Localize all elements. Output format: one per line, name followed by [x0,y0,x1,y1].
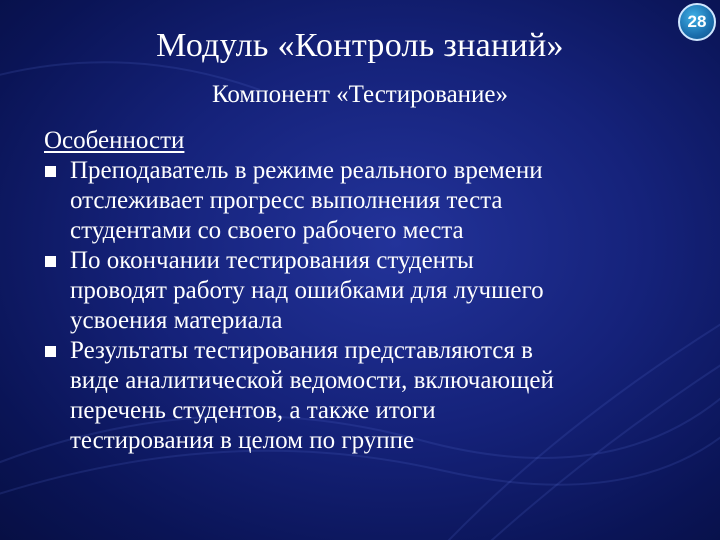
page-number: 28 [687,12,707,31]
bullet-text-line: Преподаватель в режиме реального времени [70,157,543,184]
slide-title: Модуль «Контроль знаний» [156,27,564,64]
bullet-text-line: студентами со своего рабочего места [70,217,464,244]
bullet-text-line: усвоения материала [70,307,283,334]
bullet-list [44,156,704,456]
square-bullet-icon [45,346,56,357]
bullet-text-line: проводят работу над ошибками для лучшего [70,277,544,304]
slide-subtitle: Компонент «Тестирование» [211,81,509,108]
square-bullet-icon [45,166,56,177]
bullet-text-line: перечень студентов, а также итоги [70,397,436,424]
bullet-text-line: Результаты тестирования представляются в [70,337,533,364]
bullet-text-line: виде аналитической ведомости, включающей [70,367,554,394]
bullet-text-line: По окончании тестирования студенты [70,247,474,274]
bullet-item [44,336,704,456]
square-bullet-icon [45,256,56,267]
slide-content [44,126,704,456]
bullet-item [44,246,704,336]
bullet-text-line: отслеживает прогресс выполнения теста [70,187,503,214]
bullet-item [44,156,704,246]
section-heading: Особенности [44,127,185,154]
bullet-text-line: тестирования в целом по группе [70,427,415,454]
